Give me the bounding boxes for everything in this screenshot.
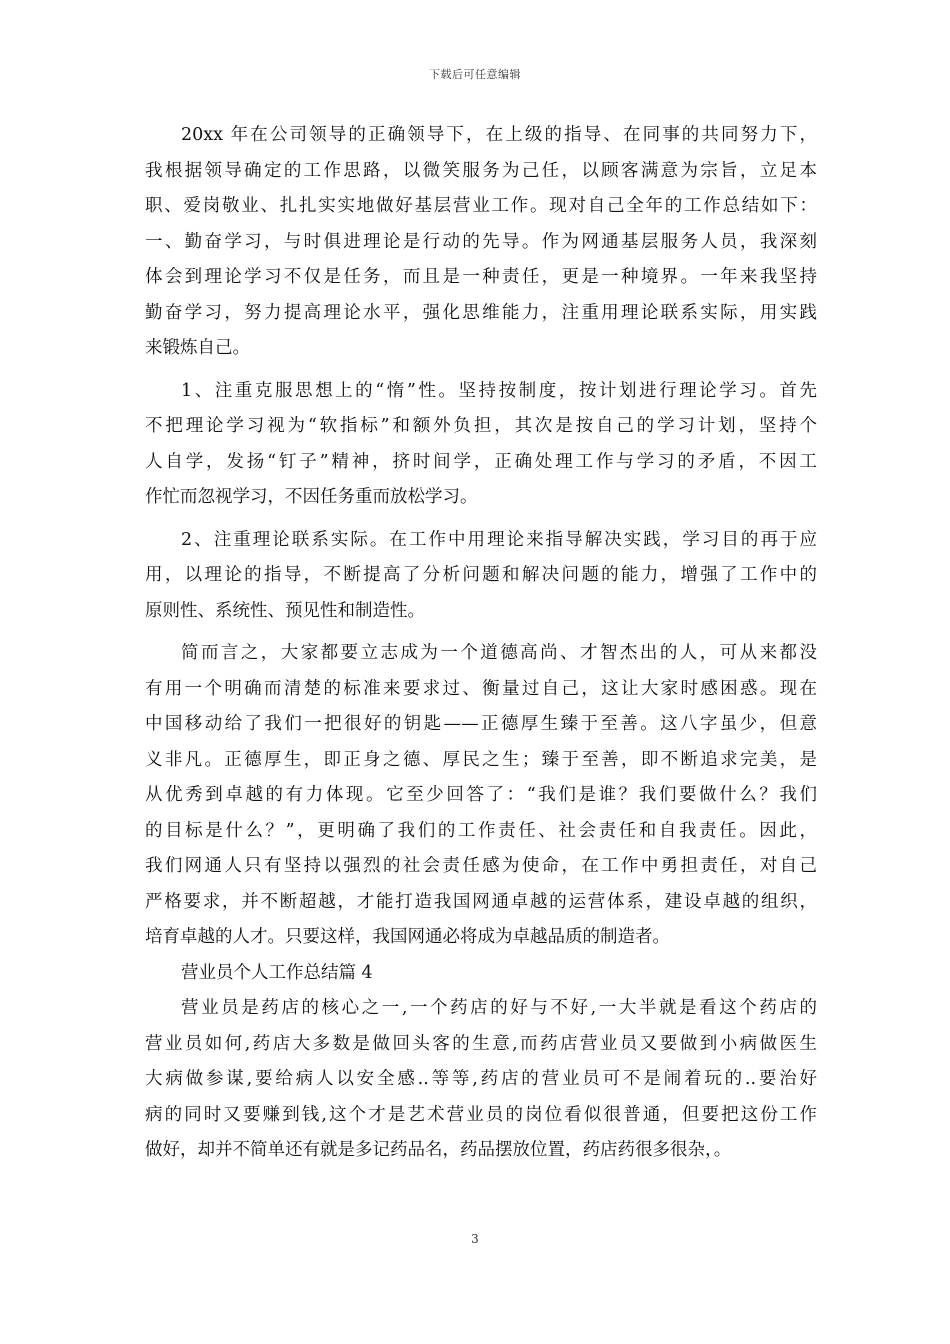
text-line: 有用一个明确而清楚的标准来要求过、衡量过自己，这让大家时感困惑。现在 [145, 678, 817, 699]
text-line: 病的同时又要赚到钱,这个才是艺术营业员的岗位看似很普通，但要把这份工作 [145, 1104, 817, 1125]
text-line: 作忙而忽视学习，不因任务重而放松学习。 [145, 487, 478, 507]
section-heading [145, 956, 817, 992]
paragraph-point-2 [145, 523, 817, 630]
text-line: 一、勤奋学习，与时俱进理论是行动的先导。作为网通基层服务人员，我深刻 [145, 231, 817, 252]
text-line: 中国移动给了我们一把很好的钥匙——正德厚生臻于至善。这八字虽少，但意 [145, 714, 817, 734]
paragraph-work-summary-intro [145, 118, 817, 367]
paragraph-summary [145, 636, 817, 956]
text-line: 2、注重理论联系实际。在工作中用理论来指导解决实践，学习目的再于应 [181, 529, 817, 550]
text-line: 职、爱岗敬业、扎扎实实地做好基层营业工作。现对自己全年的工作总结如下： [145, 196, 817, 216]
text-line: 人自学，发扬“钉子”精神，挤时间学，正确处理工作与学习的矛盾，不因工 [145, 451, 817, 472]
text-line: 用，以理论的指导，不断提高了分析问题和解决问题的能力，增强了工作中的 [145, 565, 817, 585]
text-line: 培育卓越的人才。只要这样，我国网通必将成为卓越品质的制造者。 [145, 927, 670, 947]
text-line: 义非凡。正德厚生，即正身之德、厚民之生；臻于至善，即不断追求完美，是 [145, 749, 817, 770]
text-line: 的目标是什么？”，更明确了我们的工作责任、社会责任和自我责任。因此， [145, 820, 817, 841]
text-line: 勤奋学习，努力提高理论水平，强化思维能力，注重用理论联系实际，用实践 [145, 302, 817, 323]
page-header: 下载后可任意编辑 [429, 68, 521, 81]
text-line: 原则性、系统性、预见性和制造性。 [145, 600, 425, 621]
text-line: 来锻炼自己。 [145, 338, 250, 358]
text-line: 我们网通人只有坚持以强烈的社会责任感为使命，在工作中勇担责任，对自己 [145, 856, 817, 876]
page-number: 3 [471, 1232, 479, 1246]
paragraph-point-1 [145, 374, 817, 516]
text-line: 1、注重克服思想上的“惰”性。坚持按制度，按计划进行理论学习。首先 [181, 380, 817, 401]
text-line: 20xx 年在公司领导的正确领导下，在上级的指导、在同事的共同努力下， [181, 125, 817, 145]
text-line: 体会到理论学习不仅是任务，而且是一种责任，更是一种境界。一年来我坚持 [145, 267, 817, 287]
document-body [145, 118, 817, 1169]
text-line: 我根据领导确定的工作思路，以微笑服务为己任，以顾客满意为宗旨，立足本 [145, 160, 817, 181]
text-line: 从优秀到卓越的有力体现。它至少回答了：“我们是谁？我们要做什么？我们 [145, 785, 817, 805]
section-title: 营业员个人工作总结篇 4 [181, 962, 373, 983]
text-line: 营业员是药店的核心之一,一个药店的好与不好,一大半就是看这个药店的 [181, 998, 817, 1018]
text-line: 大病做参谋,要给病人以安全感..等等,药店的营业员可不是闹着玩的..要治好 [145, 1069, 817, 1089]
paragraph-sales-clerk [145, 991, 817, 1169]
text-line: 做好，却并不简单还有就是多记药品名，药品摆放位置，药店药很多很杂，。 [145, 1140, 732, 1160]
text-line: 简而言之，大家都要立志成为一个道德高尚、才智杰出的人，可从来都没 [181, 643, 817, 663]
text-line: 严格要求，并不断超越，才能打造我国网通卓越的运营体系，建设卓越的组织， [145, 891, 817, 912]
text-line: 营业员如何,药店大多数是做回头客的生意,而药店营业员又要做到小病做医生 [145, 1033, 817, 1054]
text-line: 不把理论学习视为“软指标”和额外负担，其次是按自己的学习计划，坚持个 [145, 416, 817, 436]
